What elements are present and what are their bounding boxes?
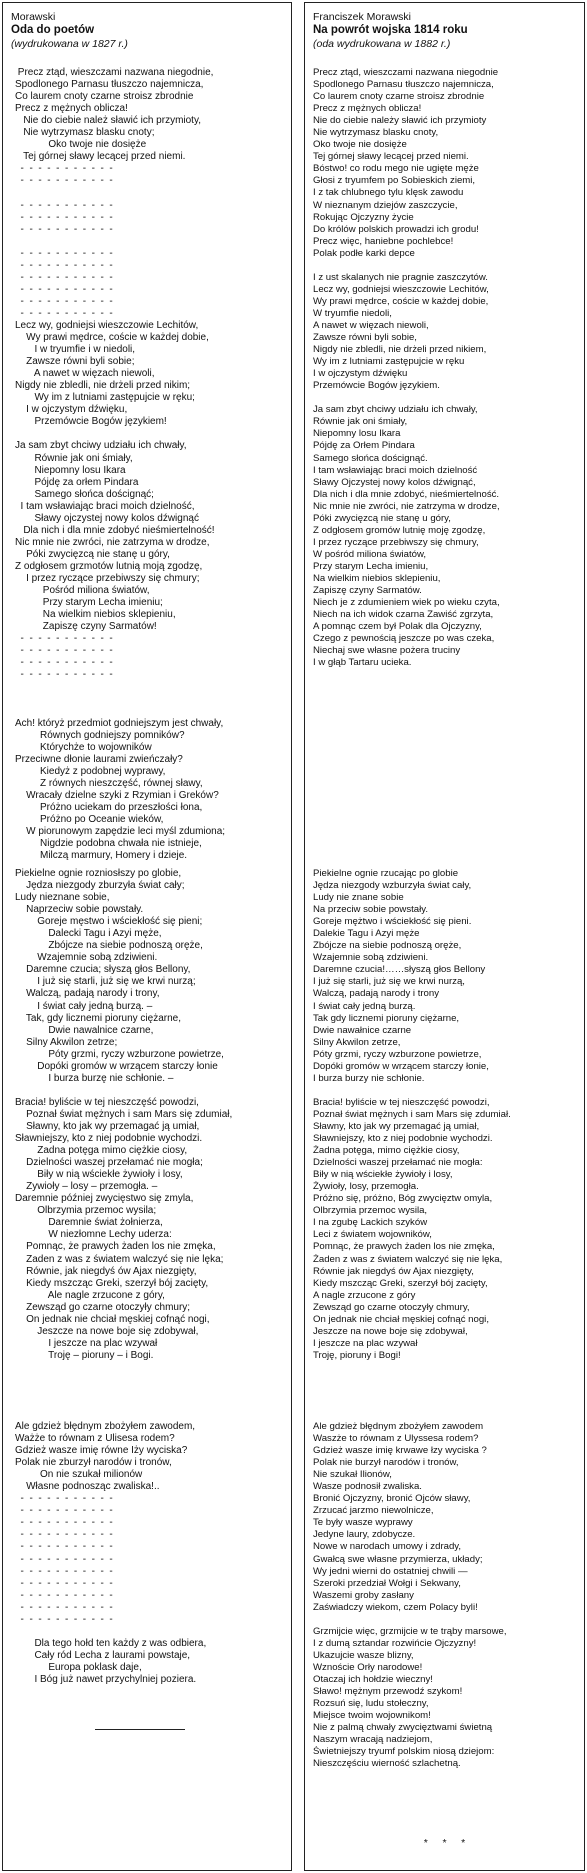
right-poem-line: Dopóki gromów w wrzącem starczy łonie, <box>313 1060 489 1072</box>
right-poem-line: Pójdę za Orłem Pindara <box>313 440 415 452</box>
right-poem-line: Tej górnej sławy lecącej przed niemi. <box>313 151 469 163</box>
left-poem-line: On jednak nie chciał męskiej cofnąć nogi, <box>15 1313 210 1325</box>
right-poem-line: Rokując Ojczyzny życie <box>313 211 414 223</box>
left-poem-line: Sławny, kto jak wy przemagać ją umiał, <box>15 1120 200 1132</box>
right-poem-line: Naszym wracają nadziejom, <box>313 1734 433 1746</box>
right-poem-line: I z dumą sztandar rozwińcie Ojczyzny! <box>313 1637 477 1649</box>
left-poem-line <box>15 428 291 440</box>
right-poem-line: Żaden z was z światem walczyć się nie lęka, <box>313 1253 503 1265</box>
left-poem-line: - - - - - - - - - - - <box>15 163 113 175</box>
left-poem-line: - - - - - - - - - - - <box>15 1589 113 1601</box>
right-poem-line: Walczą, padają narody i trony <box>313 988 440 1000</box>
left-poem-line <box>15 236 291 248</box>
right-poem-line: Precz ztąd, wieszczami nazwana niegodnie <box>313 67 499 78</box>
left-poem-line: Zapiszę czyny Sarmatów! <box>15 621 157 633</box>
left-poem-line <box>15 705 291 717</box>
right-poem-line: Wy jedni wierni do ostatniej chwili — <box>313 1565 468 1577</box>
right-poem-line: Samego słońca doścignąć. <box>313 452 428 464</box>
left-poem-line: Ale gdzież błędnym zbożyłem zawodem, <box>15 1421 196 1432</box>
right-poem-line: Nie wytrzymasz blasku cnoty, <box>313 127 439 139</box>
left-poem-line: I w ojczystym dźwięku, <box>15 404 128 416</box>
left-stanza-group-3 <box>15 1421 291 1686</box>
right-poem-line: I burza burzy nie schłonie. <box>313 1072 425 1084</box>
left-poem-line: I już się starli, już się we krwi nurzą; <box>15 976 196 988</box>
right-poem-line: Oko twoje nie dosięże <box>313 139 407 151</box>
left-poem-line: Żaden z was z światem walczyć się nie lęka; <box>15 1253 224 1265</box>
right-poem-line: Sławny, kto jak wy przemagać ją umiał, <box>313 1120 480 1132</box>
right-poem-line: Ale gdzież błędnym zbożyłem zawodem <box>313 1421 484 1432</box>
left-poem-line: Kiedy mszcząc Greki, szerzył bój zacięty, <box>15 1277 209 1289</box>
right-poem-line: Nie szukał Ilionów, <box>313 1469 392 1481</box>
left-poem-line: Ach! któryż przedmiot godniejszym jest chwały, <box>15 717 224 729</box>
left-end-rule <box>95 1729 185 1730</box>
right-poem-line: Dzielności waszej przełamać nie mogła: <box>313 1157 483 1169</box>
right-poem-line: Żywioły, losy, przemogła. <box>313 1181 419 1193</box>
left-poem-line: Samego słońca doścignąć; <box>15 488 154 500</box>
right-poem-line: Jędza niezgody wzburzyła świat cały, <box>313 880 472 892</box>
right-poem-line: I już się starli, już się we krwi nurzą, <box>313 976 465 988</box>
right-poem-line <box>313 1614 583 1626</box>
right-poem-line: A nawet w więzach niewoli, <box>313 319 429 331</box>
right-poem-line: Do królów polskich prowadzi ich grodu! <box>313 223 479 235</box>
left-poem-line: Co laurem cnoty czarne stroisz zbrodnie <box>15 91 194 103</box>
left-poem-line: Przeciwne dłonie laurami zwieńczały? <box>15 753 183 765</box>
right-poem-line: Wy im z lutniami zastępujcie w ręku <box>313 356 465 368</box>
left-poem-line: - - - - - - - - - - - <box>15 283 113 295</box>
left-poem-line: Biły w nią wściekłe żywioły i losy, <box>15 1169 183 1181</box>
right-poem-line: Tak gdy licznemi pioruny ciężarne, <box>313 1012 460 1024</box>
left-poem-line: Kiedyż z podobnej wyprawy, <box>15 765 166 777</box>
right-poem-line: Jeszcze na nowe boje się zdobywał, <box>313 1325 468 1337</box>
right-poem-line: Niech na ich widok czarna Zawiść zgrzyta, <box>313 609 494 621</box>
right-poem-line: Pomnąc, że prawych żaden los nie zmęka, <box>313 1241 495 1253</box>
right-poem-line: Żadna potęga, mimo ciężkie ciosy, <box>313 1145 460 1157</box>
right-poem-line: Wasze podnosił zwaliska. <box>313 1481 422 1493</box>
left-poem-line: Goreje męstwo i wściekłość się pieni; <box>15 916 203 928</box>
right-poem-line: I z ust skalanych nie pragnie zaszczytów. <box>313 271 488 283</box>
right-poem-line: Wy prawi mędrce, coście w każdej dobie, <box>313 295 489 307</box>
left-poem-line: Precz z mężnych oblicza! <box>15 103 128 115</box>
left-poem-line: - - - - - - - - - - - <box>15 1505 113 1517</box>
left-poem-line: Z odgłosem grzmotów lutnią moją zgodzę, <box>15 560 203 572</box>
left-poem-line: Zbójcze na siebie podnoszą oręże, <box>15 940 203 952</box>
right-poem-line: Dwie nawałnice czarne <box>313 1024 412 1036</box>
left-poem-line: I tam wsławiając braci moich dzielność, <box>15 500 195 512</box>
left-poem-line: Z równych nieszczęść, równej sławy, <box>15 777 203 789</box>
right-poem-line: A pomnąc czem był Polak dla Ojczyzny, <box>313 621 482 633</box>
right-poem-line: I w głąb Tartaru ucieka. <box>313 657 412 669</box>
right-poem-line: Wznoście Orły narodowe! <box>313 1661 423 1673</box>
left-poem-line: Pośród miliona światów, <box>15 585 150 597</box>
right-author: Franciszek Morawski <box>313 11 412 23</box>
right-poem-line: Precz więc, haniebne pochlebce! <box>313 235 454 247</box>
left-poem-line: Sławniejszy, kto z niej podobnie wychodzi. <box>15 1133 203 1145</box>
right-poem-line: Póty grzmi, ryczy wzburzone powietrze, <box>313 1048 482 1060</box>
right-poem-line: Świetniejszy tryumf polskim niosą dziejom: <box>313 1746 495 1758</box>
left-poem-line <box>15 681 291 693</box>
left-poem-line <box>15 693 291 705</box>
left-poem-line: - - - - - - - - - - - <box>15 657 113 669</box>
left-poem-line: - - - - - - - - - - - <box>15 295 113 307</box>
left-poem-line <box>15 1085 291 1097</box>
right-poem-line: I w ojczystym dźwięku <box>313 368 408 380</box>
left-poem-line: - - - - - - - - - - - <box>15 1529 113 1541</box>
right-poem-line: I przez ryczące przebiwszy się chmury, <box>313 536 479 548</box>
left-poem-line: Daremne czucia; słyszą głos Bellony, <box>15 964 191 976</box>
right-poem-line: Te były wasze wyprawy <box>313 1517 413 1529</box>
left-poem-line: Dzielności waszej przełamać nie mogła; <box>15 1157 203 1169</box>
left-poem-line: - - - - - - - - - - - <box>15 307 113 319</box>
left-poem-line: Póty grzmi, ryczy wzburzone powietrze, <box>15 1048 224 1060</box>
left-poem-line: - - - - - - - - - - - <box>15 199 113 211</box>
right-poem-line: W tryumfie niedoli, <box>313 307 392 319</box>
left-poem-line: Tak, gdy licznemi pioruny ciężarne, <box>15 1012 182 1024</box>
left-poem-line: Równie jak oni śmiały, <box>15 452 133 464</box>
right-poem-line: Równie jak oni śmiały, <box>313 416 408 428</box>
right-poem-line: Zawsze równi byli sobie, <box>313 332 417 344</box>
right-poem-line: Ludy nie znane sobie <box>313 892 404 904</box>
right-poem-line: Zewsząd go czarne otoczyły chmury, <box>313 1301 470 1313</box>
left-poem-line: - - - - - - - - - - - <box>15 669 113 681</box>
right-poem-line: Zbójcze na siebie podnoszą oręże, <box>313 940 462 952</box>
right-stanza-group-3 <box>313 1421 583 1770</box>
right-poem-line: Grzmijcie więc, grzmijcie w te trąby marsowe, <box>313 1625 507 1637</box>
right-poem-line: Nowe w narodach umowy i zdrady, <box>313 1541 462 1553</box>
right-poem-line: I świat cały jedną burzą. <box>313 1000 416 1012</box>
left-poem-line: Tej górnej sławy lecącej przed niemi. <box>15 151 186 163</box>
right-poem-line: Szeroki przedział Wołgi i Sekwany, <box>313 1577 461 1589</box>
right-poem-line: Zaświadczy wiekom, czem Polacy byli! <box>313 1601 478 1613</box>
right-poem-line: Otaczaj ich hołdzie wieczny! <box>313 1673 433 1685</box>
right-poem-line: Jedyne laury, zdobycze. <box>313 1529 416 1541</box>
right-poem-line <box>313 1085 583 1097</box>
left-column <box>2 2 292 1871</box>
right-stanza-group-2 <box>313 868 583 1362</box>
left-poem-line: Dalecki Tagu i Azyi męże, <box>15 928 162 940</box>
right-poem-line: Głosi z tryumfem po Sobieskich ziemi, <box>313 175 476 187</box>
left-poem-line: Nic mnie nie zwróci, nie zatrzyma w drodze, <box>15 536 210 548</box>
right-poem-line: Dla nich i dla mnie zdobyć, nieśmiertelność. <box>313 488 500 500</box>
left-poem-line: - - - - - - - - - - - <box>15 1601 113 1613</box>
left-poem-line: Na wielkim niebios sklepieniu, <box>15 609 176 621</box>
left-poem-line: Silny Akwilon zetrze; <box>15 1036 118 1048</box>
right-poem-line: Próżno się, próżno, Bóg zwycięztw omyla, <box>313 1193 493 1205</box>
right-poem-line: Gwałcą swe własne przymierza, układy; <box>313 1553 483 1565</box>
right-end-stars: * * * <box>423 1837 466 1849</box>
left-poem-line: Zawsze równi byli sobie; <box>15 356 135 368</box>
right-poem-line: Rozsuń się, ludu stołeczny, <box>313 1698 429 1710</box>
left-poem-line: Nigdy nie zbledli, nie drżeli przed nikim; <box>15 380 191 392</box>
right-poem-line: Polak nie burzył narodów i tronów, <box>313 1457 459 1469</box>
right-poem-line: Daremne czucia!……słyszą głos Bellony <box>313 964 486 976</box>
left-poem-line: Troję – pioruny – i Bogi. <box>15 1349 154 1361</box>
right-poem-line: Ukazujcie wasze blizny, <box>313 1649 414 1661</box>
left-poem-line: Próżno uciekam do przeszłości łona, <box>15 801 203 813</box>
left-poem-line: Bracia! byliście w tej nieszczęść powodzi, <box>15 1096 199 1108</box>
left-poem-line: Oko twoje nie dosięże <box>15 139 147 151</box>
right-poem-line: Przy starym Lecha imieniu, <box>313 560 429 572</box>
left-poem-line: Którychże to wojowników <box>15 741 152 753</box>
right-poem-line: Sławo! mężnym przewodź szykom! <box>313 1686 463 1698</box>
left-poem-line: - - - - - - - - - - - <box>15 175 113 187</box>
left-poem-line: Daremnie później zwycięstwo się zmyla, <box>15 1193 194 1205</box>
left-poem-line: - - - - - - - - - - - <box>15 645 113 657</box>
left-poem-line: I Bóg już nawet przychylniej poziera. <box>15 1673 197 1685</box>
right-poem-line: Piekielne ognie rzucając po globie <box>313 868 459 879</box>
right-poem-line: I na zgubę Lackich szyków <box>313 1217 428 1229</box>
left-poem-line: Daremnie świat żołnierza, <box>15 1217 163 1229</box>
left-poem-line: Ale nagle zrzucone z góry, <box>15 1289 165 1301</box>
right-poem-line: Waszże to równam z Ulyssesa rodem? <box>313 1433 479 1445</box>
right-poem-line: Niechaj swe własne pożera truciny <box>313 645 461 657</box>
right-poem-line: Nie z palmą chwały zwycięztwami świetną <box>313 1722 493 1734</box>
left-poem-line: Naprzeciw sobie powstały. <box>15 904 144 916</box>
right-poem-line: Bracia! byliście w tej nieszczęść powodzi, <box>313 1096 490 1108</box>
left-poem-line: Niepomny losu Ikara <box>15 464 126 476</box>
right-poem-line: Równie jak niegdyś ów Ajax niezgięty, <box>313 1265 474 1277</box>
right-poem-line: Na wielkim niebios sklepieniu, <box>313 572 441 584</box>
right-poem-line <box>313 260 583 272</box>
left-stanza-group-2 <box>15 868 291 1362</box>
left-poem-line: A nawet w więzach niewoli, <box>15 368 155 380</box>
right-poem-line: Bóstwo! co rodu mego nie ugięte męże <box>313 163 479 175</box>
right-poem-line: Z odgłosem gromów lutnię moję zgodzę, <box>313 524 486 536</box>
right-poem-line: I tam wsławiając braci moich dzielność <box>313 464 478 476</box>
left-poem-line: Gdzież wasze imię równe Iży wyciska? <box>15 1445 188 1457</box>
left-poem-line: Polak nie zburzył narodów i tronów, <box>15 1457 172 1469</box>
right-poem-line: Kiedy mszcząc Greki, szerzył bój zacięty, <box>313 1277 488 1289</box>
right-poem-line: Silny Akwilon zetrze, <box>313 1036 401 1048</box>
left-poem-line: Cały ród Lecha z laurami powstaje, <box>15 1649 191 1661</box>
right-poem-line: Przemówcie Bogów językiem. <box>313 380 440 392</box>
left-poem-line: - - - - - - - - - - - <box>15 1493 113 1505</box>
right-poem-line: Biły w nią wściekłe żywioły i losy, <box>313 1169 453 1181</box>
right-poem-line: Czego z pewnością jeszcze po was czeka, <box>313 633 495 645</box>
left-poem-line: Zewsząd go czarne otoczyły chmury; <box>15 1301 191 1313</box>
right-poem-line: Co laurem cnoty czarne stroisz zbrodnie <box>313 91 485 103</box>
left-poem-line: - - - - - - - - - - - <box>15 1541 113 1553</box>
left-poem-line: - - - - - - - - - - - <box>15 1553 113 1565</box>
left-subtitle: (wydrukowana w 1827 r.) <box>11 38 128 50</box>
left-poem-line: Wracały dzielne szyki z Rzymian i Greków? <box>15 789 219 801</box>
left-poem-line: I jeszcze na plac wzywał <box>15 1337 158 1349</box>
left-poem-line: Póki zwycięzcą nie stanę u góry, <box>15 548 170 560</box>
left-poem-line <box>15 187 291 199</box>
left-poem-line: Jeszcze na nowe boje się zdobywał, <box>15 1325 199 1337</box>
left-poem-line: I świat cały jedną burzą. – <box>15 1000 153 1012</box>
left-poem-line: Wy im z lutniami zastępujcie w ręku; <box>15 392 195 404</box>
left-poem-line: Walczą, padają narody i trony, <box>15 988 160 1000</box>
right-poem-line: I z tak chlubnego tylu klęsk zawodu <box>313 187 464 199</box>
left-poem-line: - - - - - - - - - - - <box>15 247 113 259</box>
left-stanza-group-1 <box>15 67 291 862</box>
right-poem-line: Troję, pioruny i Bogi! <box>313 1349 401 1361</box>
right-poem-line: Póki zwycięzcą nie stanę u góry, <box>313 512 451 524</box>
left-poem-line: - - - - - - - - - - - <box>15 1565 113 1577</box>
left-poem-line: Poznał świat mężnych i sam Mars się zdumiał, <box>15 1108 233 1120</box>
left-poem-line: Przemówcie Bogów językiem! <box>15 416 167 428</box>
right-stanza-group-1 <box>313 67 583 669</box>
left-poem-line: Sławy ojczystej nowy kolos dźwignąć <box>15 512 199 524</box>
left-poem-line: Precz ztąd, wieszczami nazwana niegodnie, <box>15 67 214 78</box>
right-poem-line: Dalekie Tagu i Azyi męże <box>313 928 420 940</box>
right-poem-line: Precz z mężnych oblicza! <box>313 103 422 115</box>
left-poem-line: Dwie nawalnice czarne, <box>15 1024 154 1036</box>
right-poem-line: Ja sam zbyt chciwy udziału ich chwały, <box>313 404 478 416</box>
left-poem-line: Milczą marmury, Homery i dzieje. <box>15 850 188 862</box>
right-poem-line: W pośród miliona światów, <box>313 548 427 560</box>
left-poem-line: Europa poklask daje, <box>15 1661 142 1673</box>
left-poem-line: Jędza niezgody zburzyła świat cały; <box>15 880 185 892</box>
right-poem-line <box>313 392 583 404</box>
left-poem-line: Wzajemnie sobą zdziwieni. <box>15 952 158 964</box>
left-poem-line: Nie wytrzymasz blasku cnoty; <box>15 127 155 139</box>
right-subtitle: (oda wydrukowana w 1882 r.) <box>313 38 451 50</box>
left-poem-line: - - - - - - - - - - - <box>15 259 113 271</box>
left-poem-line: Własne podnosząc zwaliska!.. <box>15 1481 160 1493</box>
left-poem-line: Równych godniejszy pomników? <box>15 729 185 741</box>
right-poem-line: Nie do ciebie należy sławić ich przymioty <box>313 115 487 127</box>
left-poem-line: Olbrzymia przemoc wysila; <box>15 1205 157 1217</box>
right-poem-line: On jednak nie chciał męskiej cofnąć nogi, <box>313 1313 489 1325</box>
left-poem-line: Wy prawi mędrce, coście w każdej dobie, <box>15 332 209 344</box>
right-poem-line: A nagle zrzucone z góry <box>313 1289 416 1301</box>
right-poem-line: Niech je z zdumieniem wiek po wieku czyta, <box>313 597 500 609</box>
left-poem-line: - - - - - - - - - - - <box>15 1577 113 1589</box>
left-poem-line: Piekielne ognie rozniosłszy po globie, <box>15 868 182 879</box>
left-poem-line: - - - - - - - - - - - <box>15 223 113 235</box>
right-poem-line: Spodlonego Parnasu tłuszczo najemnicza, <box>313 79 494 91</box>
left-poem-line: Przy starym Lecha imieniu; <box>15 597 163 609</box>
left-poem-line: Pójdę za orłem Pindara <box>15 476 139 488</box>
left-poem-line: I burza burzę nie schłonie. – <box>15 1072 174 1084</box>
left-poem-line: - - - - - - - - - - - <box>15 1613 113 1625</box>
right-poem-line: Waszemi groby zasłany <box>313 1589 414 1601</box>
right-poem-line: Bronić Ojczyzny, bronić Ojców sławy, <box>313 1493 471 1505</box>
left-poem-line: Równie, jak niegdyś ów Ajax niezgięty, <box>15 1265 197 1277</box>
left-poem-line: I w tryumfie i w niedoli, <box>15 344 136 356</box>
left-poem-line: Ważże to równam z Ulisesa rodem? <box>15 1433 175 1445</box>
right-title: Na powrót wojska 1814 roku <box>313 24 468 36</box>
left-poem-line: Ludy nieznane sobie, <box>15 892 110 904</box>
left-poem-line: Dla tego hołd ten każdy z was odbiera, <box>15 1637 207 1649</box>
right-poem-line: Nieszczęściu wierność szlachetną. <box>313 1758 461 1770</box>
right-poem-line: Olbrzymia przemoc wysila, <box>313 1205 428 1217</box>
left-poem-line: - - - - - - - - - - - <box>15 271 113 283</box>
right-poem-line: W nieznanym dziejów zaszczycie, <box>313 199 458 211</box>
right-poem-line: Nigdy nie zbledli, nie drżeli przed nikiem, <box>313 344 487 356</box>
left-poem-line: Lecz wy, godniejsi wieszczowie Lechitów, <box>15 319 199 331</box>
right-column <box>304 2 585 1871</box>
left-author: Morawski <box>11 11 56 23</box>
right-poem-line: Miejsce twoim wojownikom! <box>313 1710 431 1722</box>
right-poem-line: Niepomny losu Ikara <box>313 428 401 440</box>
right-poem-line: Sławniejszy, kto z niej podobnie wychodzi. <box>313 1133 493 1145</box>
left-poem-line: Spodlonego Parnasu tłuszczo najemnicza, <box>15 79 204 91</box>
right-poem-line: I jeszcze na plac wzywał <box>313 1337 418 1349</box>
left-poem-line: W niezłomne Lechy uderza: <box>15 1229 172 1241</box>
left-poem-line: Żywioły – losy – przemogła. – <box>15 1181 158 1193</box>
left-poem-line: - - - - - - - - - - - <box>15 211 113 223</box>
left-poem-line: On nie szukał milionów <box>15 1469 143 1481</box>
left-poem-line: Nigdzie podobna chwała nie istnieje, <box>15 838 202 849</box>
right-poem-line: Sławy Ojczystej nowy kolos dźwignąć, <box>313 476 476 488</box>
right-poem-line: Zrzucać jarzmo niewolnicze, <box>313 1505 434 1517</box>
right-poem-line: Wzajemnie sobą zdziwieni. <box>313 952 429 964</box>
left-poem-line: Ja sam zbyt chciwy udziału ich chwały, <box>15 440 187 452</box>
left-poem-line: Próżno po Oceanie wieków, <box>15 813 164 825</box>
left-poem-line: Dla nich i dla mnie zdobyć nieśmiertelność! <box>15 524 215 536</box>
left-poem-line: - - - - - - - - - - - <box>15 633 113 645</box>
right-poem-line: Lecz wy, godniejsi wieszczowie Lechitów, <box>313 283 489 295</box>
right-poem-line: Poznał świat mężnych i sam Mars się zdumiał. <box>313 1108 511 1120</box>
left-poem-line: Dopóki gromów w wrzącem starczy łonie <box>15 1060 218 1072</box>
left-poem-line: W piorunowym zapędzie leci myśl zdumiona; <box>15 825 226 837</box>
right-poem-line: Leci z światem wojowników, <box>313 1229 432 1241</box>
right-poem-line: Goreje mężtwo i wściekłość się pieni. <box>313 916 472 928</box>
left-poem-line: Żadna potęga mimo ciężkie ciosy, <box>15 1145 188 1157</box>
left-poem-line: - - - - - - - - - - - <box>15 1517 113 1529</box>
right-poem-line: Nic mnie nie zwróci, nie zatrzyma w drodze, <box>313 500 500 512</box>
right-poem-line: Polak podłe karki depce <box>313 247 415 259</box>
right-poem-line: Zapiszę czyny Sarmatów. <box>313 585 422 597</box>
left-poem-line <box>15 1626 291 1638</box>
right-poem-line: Gdzież wasze imię krwawe łzy wyciska ? <box>313 1445 487 1457</box>
left-poem-line: Nie do ciebie należ sławić ich przymioty, <box>15 115 201 127</box>
right-poem-line: Na przeciw sobie powstały. <box>313 904 428 916</box>
left-poem-line: Pomnąc, że prawych żaden los nie zmęka, <box>15 1241 216 1253</box>
left-poem-line: I przez ryczące przebiwszy się chmury; <box>15 572 200 584</box>
left-title: Oda do poetów <box>11 24 95 36</box>
